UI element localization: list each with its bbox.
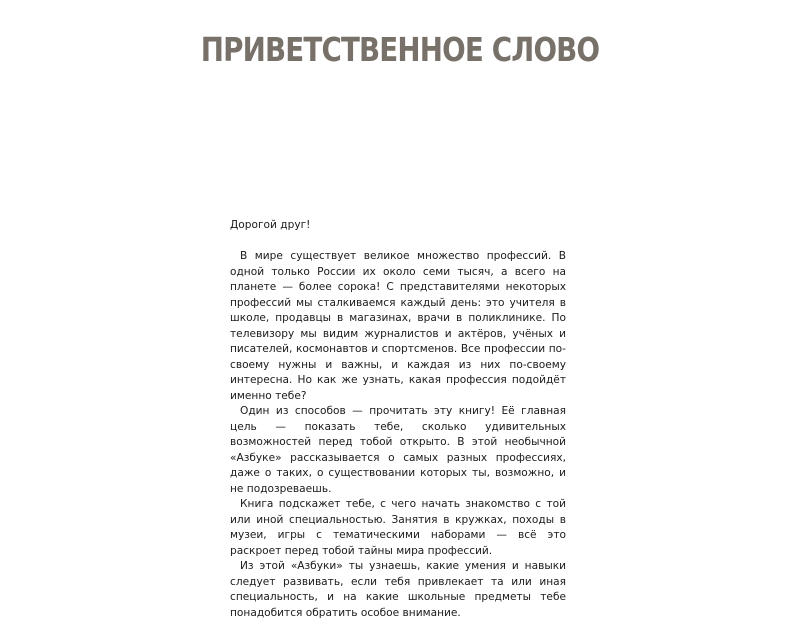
- greeting: Дорогой друг!: [230, 219, 311, 231]
- paragraph-4: Из этой «Азбуки» ты узнаешь, какие умения и навыки следует развивать, если тебя привлекает та или иная специальность, и на какие школьные предметы тебе понадобится обратить особое внимание.: [230, 560, 566, 619]
- page-title: ПРИВЕТСТВЕННОЕ СЛОВО: [200, 30, 600, 69]
- paragraph-2: Один из способов — прочитать эту книгу! Её главная цель — показать тебе, сколько удивительных возможностей перед тобой открыто. В этой необычной «Азбуке» рассказывается о самых разных профессиях, даже о таких, о существовании которых ты, возможно, и не подозреваешь.: [230, 405, 566, 495]
- paragraph-1: В мире существует великое множество профессий. В одной только России их около семи тысяч, а всего на планете — более сорока! С представителями некоторых профессий мы сталкиваемся каждый день: это учителя в школе, продавцы в магазинах, врачи в поликлинике. По телевизору мы видим журналистов и актёров, учёных и писателей, космонавтов и спортсменов. Все профессии по-своему нужны и важны, и каждая из них по-своему интересна. Но как же узнать, какая профессия подойдёт именно тебе?: [230, 250, 566, 402]
- paragraph-3: Книга подскажет тебе, с чего начать знакомство с той или иной специальностью. Занятия в кружках, походы в музеи, игры с тематическими наборами — всё это раскроет перед тобой тайны мира профессий.: [230, 498, 566, 557]
- body-text: [230, 218, 566, 621]
